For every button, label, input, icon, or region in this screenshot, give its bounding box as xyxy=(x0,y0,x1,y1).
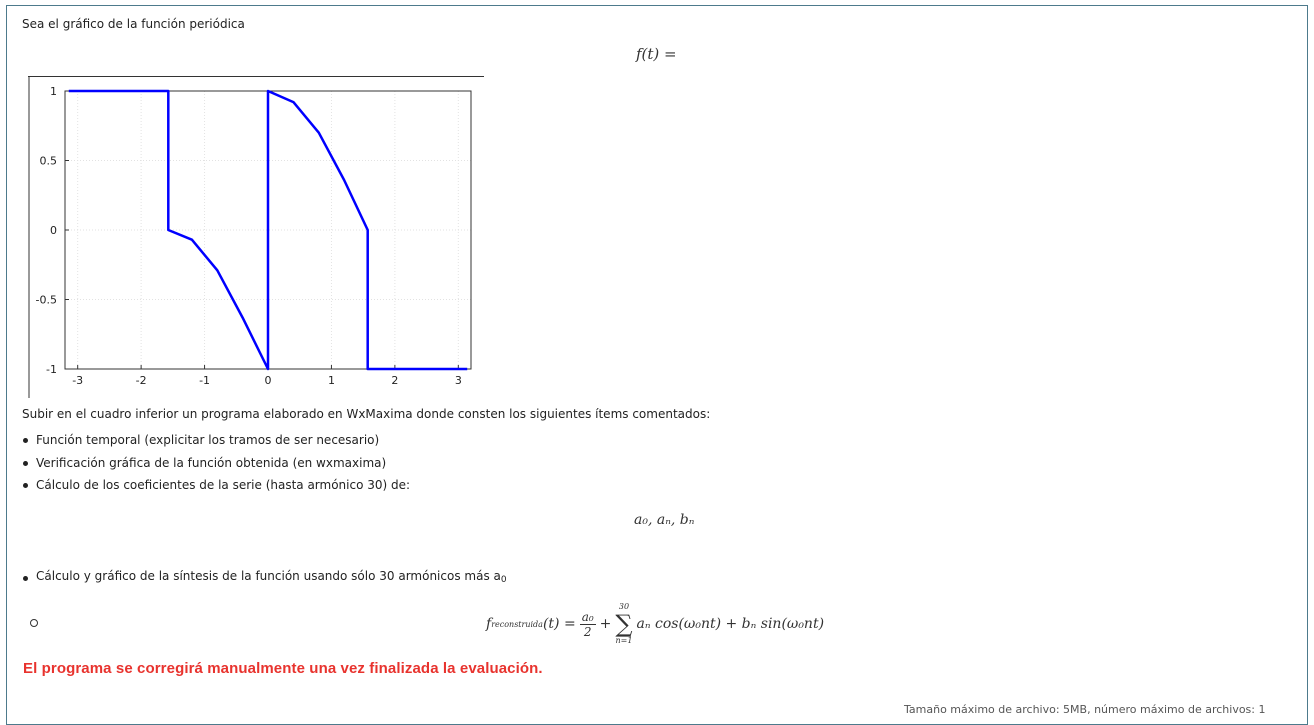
eq-terms: aₙ cos(ω₀nt) + bₙ sin(ω₀nt) xyxy=(636,616,825,632)
x-tick-label: 0 xyxy=(264,374,272,387)
list-item: Función temporal (explicitar los tramos de ser necesario) xyxy=(22,431,410,454)
y-tick-label: -0.5 xyxy=(35,293,57,307)
eq-f-subscript: reconstruida xyxy=(491,619,543,629)
eq-plus: + xyxy=(599,616,612,632)
warning-text: El programa se corregirá manualmente una vez finalizada la evaluación. xyxy=(23,660,543,677)
reconstruction-equation xyxy=(486,597,824,651)
x-tick-label: -2 xyxy=(135,374,147,387)
x-tick-label: -1 xyxy=(199,374,211,387)
function-equation: f(t) = xyxy=(636,45,677,63)
eq-sum-upper: 30 xyxy=(618,602,630,611)
instructions-text: Subir en el cuadro inferior un programa elaborado en WxMaxima donde consten los siguientes ítems comentados: xyxy=(22,407,711,421)
eq-summation xyxy=(615,602,632,646)
intro-text: Sea el gráfico de la función periódica xyxy=(22,17,245,31)
item4-subscript: 0 xyxy=(500,575,507,585)
coefficients-equation: a₀, aₙ, bₙ xyxy=(634,512,695,528)
eq-sum-lower: n=1 xyxy=(615,636,633,645)
eq-fraction-numerator: a₀ xyxy=(581,609,594,624)
y-tick-label: 0.5 xyxy=(39,154,57,168)
plot-svg xyxy=(28,76,484,398)
list-item xyxy=(22,569,507,585)
y-tick-label: 0 xyxy=(50,224,57,237)
circle-bullet xyxy=(30,619,38,627)
eq-lhs-rest: (t) = xyxy=(542,616,576,632)
x-tick-label: 3 xyxy=(454,374,462,387)
x-tick-label: -3 xyxy=(72,374,84,387)
eq-fraction xyxy=(580,610,596,639)
item4-text: Cálculo y gráfico de la síntesis de la función usando sólo 30 armónicos más a xyxy=(36,569,501,583)
x-tick-label: 2 xyxy=(391,374,399,387)
file-limits-text: Tamaño máximo de archivo: 5MB, número máximo de archivos: 1 xyxy=(904,703,1266,716)
eq-sum-symbol: ∑ xyxy=(615,610,633,638)
y-tick-label: 1 xyxy=(50,85,57,98)
requirements-list xyxy=(22,431,410,499)
list-item: Cálculo de los coeficientes de la serie (hasta armónico 30) de: xyxy=(22,476,410,499)
function-plot xyxy=(28,76,484,398)
y-tick-label: -1 xyxy=(46,363,57,376)
x-tick-label: 1 xyxy=(327,374,335,387)
eq-f: f xyxy=(486,616,492,632)
eq-fraction-denominator: 2 xyxy=(583,624,592,639)
list-item: Verificación gráfica de la función obtenida (en wxmaxima) xyxy=(22,454,410,477)
